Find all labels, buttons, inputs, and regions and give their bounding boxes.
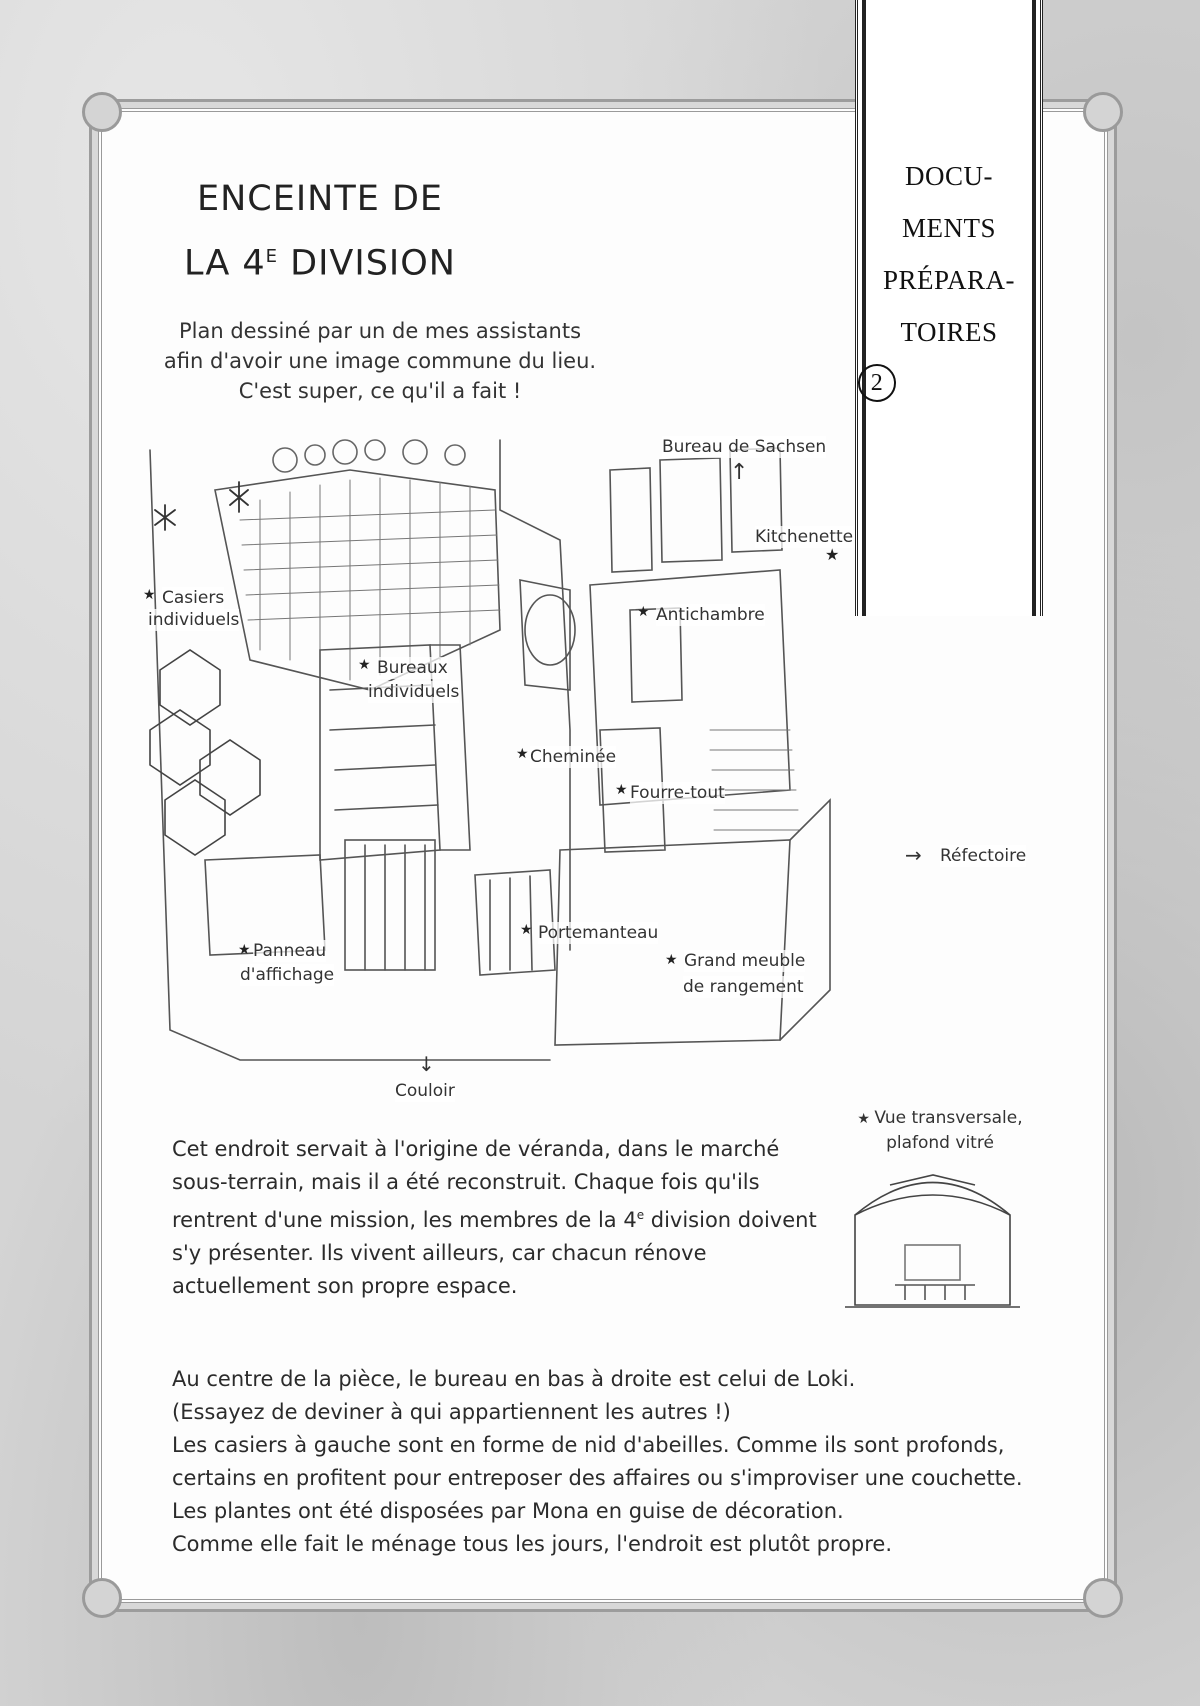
frame-corner-ornament	[82, 1578, 122, 1618]
star-icon: ★	[825, 545, 840, 564]
frame-corner-ornament	[82, 92, 122, 132]
star-icon: ★	[857, 1111, 875, 1127]
label-kitchenette: Kitchenette	[755, 527, 854, 547]
star-icon: ★	[637, 604, 650, 620]
ribbon-line: MENTS	[901, 213, 996, 243]
label-panneau: Panneau	[253, 941, 327, 961]
star-icon: ★	[516, 746, 529, 762]
label-panneau: d'affichage	[240, 965, 335, 985]
arrow-up-icon: ↑	[730, 460, 749, 485]
ribbon-title	[858, 150, 1040, 402]
label-fourre-tout: Fourre-tout	[630, 783, 725, 803]
cross-section-sketch	[845, 1165, 1020, 1315]
frame-corner-ornament	[1083, 92, 1123, 132]
intro-text: Plan dessiné par un de mes assistants afin d'avoir une image commune du lieu. C'est super, ce qu'il a fait !	[163, 319, 597, 403]
star-icon: ★	[143, 587, 156, 603]
ribbon-number: 2	[858, 364, 896, 402]
cross-section-label: ★ Vue transversale, plafond vitré	[857, 1108, 1023, 1153]
title-line: ENCEINTE DE	[196, 179, 444, 219]
arrow-right-icon: →	[905, 843, 922, 867]
label-casiers: individuels	[148, 610, 240, 630]
star-icon: ★	[358, 657, 371, 673]
label-refectoire: Réfectoire	[940, 846, 1027, 866]
page-title	[160, 170, 480, 293]
ribbon-line: TOIRES	[900, 317, 998, 347]
section-ribbon	[855, 0, 1043, 616]
notes-paragraph: Au centre de la pièce, le bureau en bas à droite est celui de Loki. (Essayez de deviner à qui appartiennent les autres !) Les casiers à gauche sont en forme de nid d'abeilles. Comme ils sont profonds, certains en profitent pour entreposer des affaires ou s'improviser une couchette. Les plantes ont été disposées par Mona en guise de décoration. Comme elle fait le ménage tous les jours, l'endroit est plutôt propre.	[172, 1367, 1023, 1556]
label-portemanteau: Portemanteau	[538, 923, 659, 943]
ribbon-line: DOCU-	[905, 161, 993, 191]
star-icon: ★	[238, 942, 251, 958]
label-bureaux: individuels	[368, 682, 460, 702]
label-couloir: Couloir	[395, 1081, 455, 1101]
star-icon: ★	[665, 952, 678, 968]
label-bureaux: Bureaux	[377, 658, 448, 678]
label-casiers: Casiers	[162, 588, 225, 608]
label-cheminee: Cheminée	[530, 747, 617, 767]
label-antichambre: Antichambre	[656, 605, 765, 625]
star-icon: ★	[520, 922, 533, 938]
label-grand-meuble: de rangement	[683, 977, 804, 997]
description-paragraph: Cet endroit servait à l'origine de véranda, dans le marché sous-terrain, mais il a été reconstruit. Chaque fois qu'ils rentrent d'une mission, les membres de la 4e division doivent s'y présenter. Ils vivent ailleurs, car chacun rénove actuellement son propre espace.	[172, 1137, 817, 1298]
frame-corner-ornament	[1083, 1578, 1123, 1618]
star-icon: ★	[615, 782, 628, 798]
ribbon-line: PRÉPARA-	[882, 265, 1016, 295]
label-bureau-sachsen: Bureau de Sachsen	[662, 437, 827, 457]
arrow-down-icon: ↓	[418, 1052, 435, 1076]
label-grand-meuble: Grand meuble	[684, 951, 806, 971]
title-line: LA $4^E$ DIVISION	[184, 243, 456, 284]
